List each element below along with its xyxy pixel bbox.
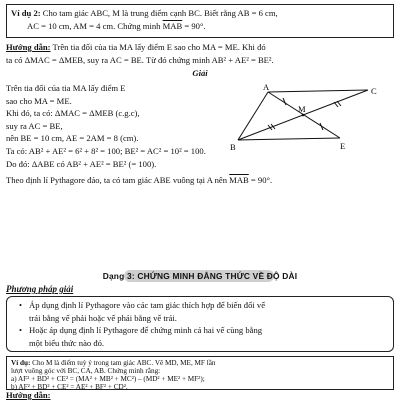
guide-line-2: ta có ΔMAC = ΔMEB, suy ra AC = BE. Từ đó chứng minh AB² + AE² = BE².: [6, 54, 274, 65]
example2-line-3: a) AF² + BD² + CE² = (MA² + MB² + MC²) – (MD² + ME² + MF²);: [11, 375, 205, 383]
example-text-2-end: = 90°.: [184, 20, 206, 31]
example2-line-1: [11, 359, 389, 367]
example2-label: Ví dụ:: [11, 359, 31, 367]
segment-ac: [268, 90, 368, 92]
method-title: Phương pháp giải: [6, 284, 74, 294]
segment-be: [238, 138, 340, 140]
example-text-2: AC = 10 cm, AM = 4 cm. Chứng minh: [27, 20, 161, 31]
method-bullet-2: [21, 324, 387, 349]
solution-line: suy ra AC = BE,: [6, 120, 63, 131]
segment-ab: [238, 92, 268, 140]
example-line-2: [11, 20, 389, 33]
example-label: Ví dụ 2:: [11, 8, 41, 18]
guide-text-1: Trên tia đối của tia MA lấy điểm E sao cho MA = ME. Khi đó: [52, 42, 266, 52]
solution-line: Do đó: ΔABE có AB² + AE² = BE² (= 100).: [6, 158, 157, 169]
conclusion-end: = 90°.: [250, 175, 273, 186]
tick-mark: [337, 101, 341, 106]
label-c: C: [371, 86, 377, 96]
point-m: [302, 114, 305, 117]
example-text-1: Cho tam giác ABC, M là trung điểm cạnh BC. Biết rằng AB = 6 cm,: [42, 8, 278, 18]
guide-block-1: [6, 41, 394, 66]
example2-line-4: b) AF² + BD² + CE² = AE² + BF² + CD².: [11, 383, 128, 391]
solution-line: Ta có: AB² + AE² = 6² + 8² = 100; BE² = AC² = 10² = 100.: [6, 145, 206, 156]
angle-mab-2: $\overline{MAB}$: [229, 175, 249, 186]
guide-block-2: [6, 391, 394, 399]
label-b: B: [230, 142, 236, 152]
example-line-1: [11, 7, 389, 20]
example-box-1: [6, 4, 394, 38]
angle-mab: $\overline{MAB}$: [162, 20, 183, 31]
example2-line-2: lượt vuông góc với BC, CA, AB. Chứng minh rằng:: [11, 367, 161, 375]
label-a: A: [263, 82, 270, 92]
method-bullet-1: [21, 299, 387, 324]
label-m: M: [298, 104, 306, 114]
guide-label: Hướng dẫn:: [6, 42, 51, 52]
bullet-text: trái bằng vế phải hoặc vế phải bằng vế trái.: [29, 312, 177, 323]
example-box-2: [6, 356, 394, 390]
solution-line: Khi đó, ta có: ΔMAC = ΔMEB (c.g.c),: [6, 108, 140, 119]
bullet-text: một biểu thức nào đó.: [29, 337, 105, 348]
bullet-text: • Hoặc áp dụng định lí Pythagore để chứng minh cả hai vế cùng bằng: [29, 325, 263, 336]
conclusion-text: Theo định lí Pythagore đảo, ta có tam giác ABE vuông tại A nên: [6, 175, 228, 186]
solution-title: Giải: [192, 68, 208, 78]
solution-line: Trên tia đối của tia MA lấy điểm E: [6, 83, 126, 93]
example2-text-1: Cho M là điểm tuỳ ý trong tam giác ABC. Vẽ MD, ME, MF lần: [32, 359, 216, 367]
section-banner: [0, 269, 400, 283]
solution-line: sao cho MA = ME.: [6, 95, 72, 106]
solution-left: [6, 82, 273, 187]
bullet-text: • Áp dụng định lí Pythagore vào các tam giác thích hợp để biến đổi vế: [29, 300, 266, 310]
banner-text: Dạng 3: CHỨNG MINH ĐẲNG THỨC VỀ ĐỘ DÀI: [102, 271, 298, 281]
solution-conclusion: [6, 174, 273, 187]
solution-line: nên BE = 10 cm, AE = 2AM = 8 (cm).: [6, 133, 139, 144]
guide-line-1: [6, 41, 394, 54]
triangle-figure: [228, 82, 398, 158]
guide2-label: Hướng dẫn:: [6, 390, 51, 400]
label-e: E: [340, 141, 346, 151]
method-box: [6, 296, 394, 352]
